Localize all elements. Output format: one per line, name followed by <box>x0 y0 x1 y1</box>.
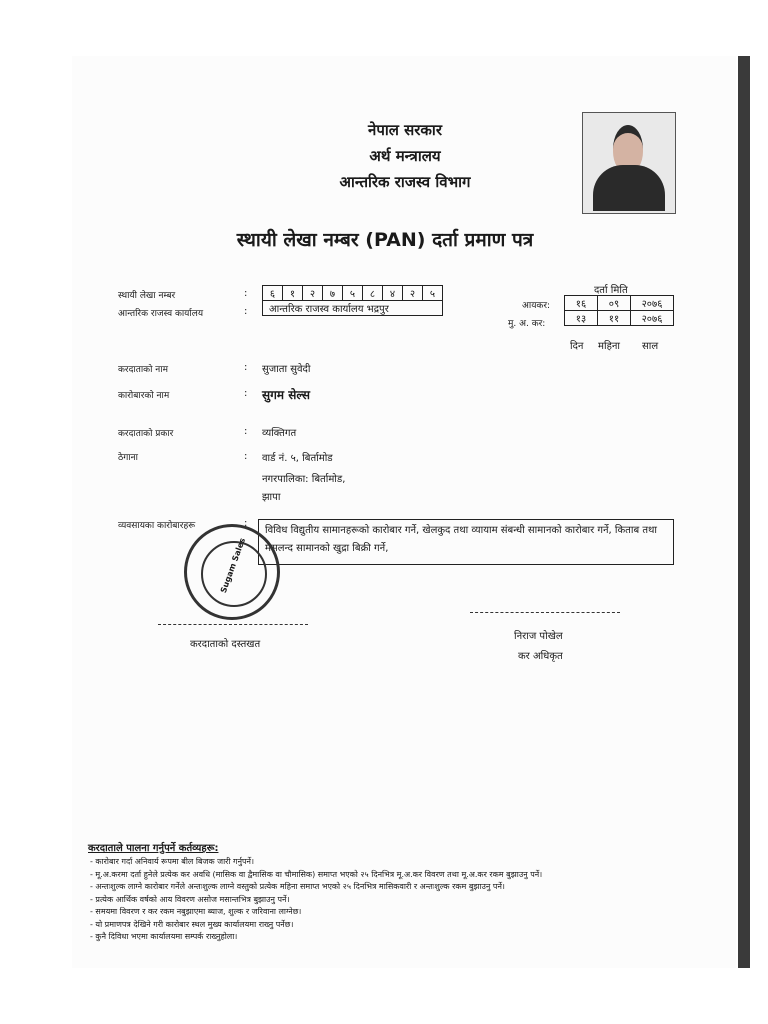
pan-number-boxes <box>262 285 443 316</box>
taxpayer-name: सुजाता सुवेदी <box>262 364 311 375</box>
duties-heading: करदाताले पालना गर्नुपर्ने कर्तव्यहरू: <box>88 843 219 854</box>
officer-title: कर अधिकृत <box>518 651 563 662</box>
vat-month: ११ <box>598 311 631 326</box>
income-tax-label: आयकर: <box>522 301 551 311</box>
colon: : <box>244 362 248 373</box>
col-label-year: साल <box>642 341 659 352</box>
pan-digit: ५ <box>343 286 363 301</box>
business-label: कारोबारको नाम <box>118 391 170 401</box>
taxpayer-label: करदाताको नाम <box>118 365 168 375</box>
colon: : <box>244 451 248 462</box>
taxpayer-signature-caption: करदाताको दस्तखत <box>190 639 261 650</box>
pan-digit: ५ <box>423 286 443 301</box>
vat-year: २०७६ <box>631 311 674 326</box>
vat-label: मु. अ. कर: <box>508 319 546 329</box>
colon: : <box>244 388 248 399</box>
address-label: ठेगाना <box>118 453 138 463</box>
duties-list <box>90 856 542 944</box>
header-department: आन्तरिक राजस्व विभाग <box>339 173 471 191</box>
pan-digit: १ <box>283 286 303 301</box>
colon: : <box>244 426 248 437</box>
duty-item: - अन्तःशुल्क लाग्ने कारोबार गर्नेले अन्तःशुल्क लाग्ने वस्तुको प्रत्येक महिना समाप्त भएको २५ दिनभित्र मासिकवारी र अन्तःशुल्क रकम बुझाउनु पर्ने। <box>90 882 505 891</box>
pan-digit: ४ <box>383 286 403 301</box>
pan-label: स्थायी लेखा नम्बर <box>118 291 176 301</box>
vat-day: १३ <box>565 311 598 326</box>
income-tax-year: २०७६ <box>631 296 674 311</box>
col-label-day: दिन <box>570 341 584 352</box>
header-govt: नेपाल सरकार <box>368 121 442 139</box>
pan-digit: ६ <box>263 286 283 301</box>
taxpayer-photo <box>582 112 676 214</box>
address-line: झापा <box>262 492 281 503</box>
pan-digit: ८ <box>363 286 383 301</box>
pan-digit: ७ <box>323 286 343 301</box>
taxpayer-type: व्यक्तिगत <box>262 428 297 439</box>
stamp-text: Sugam Sales <box>218 536 248 595</box>
duty-item: - समयमा विवरण र कर रकम नबुझाएमा ब्याज, शुल्क र जरिवाना लाग्नेछ। <box>90 907 302 916</box>
duty-item: - कुनै दिविधा भएमा कार्यालयमा सम्पर्क राख्नुहोला। <box>90 932 238 941</box>
business-name: सुगम सेल्स <box>262 388 311 402</box>
pan-digit: २ <box>403 286 423 301</box>
type-label: करदाताको प्रकार <box>118 429 174 439</box>
col-label-month: महिना <box>598 341 621 352</box>
duty-item: - यो प्रमाणपत्र देखिने गरी कारोबार स्थल मुख्य कार्यालयमा राख्नु पर्नेछ। <box>90 919 294 929</box>
duty-item: - प्रत्येक आर्थिक वर्षको आय विवरण असोज मसान्तभित्र बुझाउनु पर्ने। <box>90 894 290 904</box>
certificate-title: स्थायी लेखा नम्बर (PAN) दर्ता प्रमाण पत्र <box>236 229 534 251</box>
photo-body <box>593 165 665 211</box>
reg-date-heading: दर्ता मिति <box>594 285 628 296</box>
activity-label: व्यवसायका कारोबारहरू <box>118 521 196 531</box>
colon: : <box>244 306 248 317</box>
duty-item: - मू.अ.करमा दर्ता हुनेले प्रत्येक कर अवधि (मासिक वा द्वैमासिक वा चौमासिक) समाप्त भएको २५ दिनभित्र मू.अ.कर विवरण तथा मू.अ.कर रकम बुझाउनु पर्ने। <box>90 869 543 879</box>
officer-signature-line <box>470 612 620 613</box>
header-ministry: अर्थ मन्त्रालय <box>369 147 441 165</box>
income-tax-month: ०९ <box>598 296 631 311</box>
office-label: आन्तरिक राजस्व कार्यालय <box>118 309 204 319</box>
business-stamp <box>184 524 280 620</box>
colon: : <box>244 288 248 299</box>
scan-edge <box>738 56 750 968</box>
address-line: वार्ड नं. ५, बिर्तामोड <box>262 453 333 464</box>
address-line: नगरपालिका: बिर्तामोड, <box>262 474 346 485</box>
colon: : <box>244 518 248 529</box>
office-value: आन्तरिक राजस्व कार्यालय भद्रपुर <box>263 301 443 316</box>
officer-name: निराज पोखेल <box>514 631 563 642</box>
business-activities-box: विविध विद्युतीय सामानहरूको कारोबार गर्ने, खेलकुद तथा व्यायाम संबन्धी सामानको कारोबार गर्ने, किताब तथा मसलन्द सामानको खुद्रा बिक्री गर्ने, <box>258 519 674 565</box>
income-tax-day: १६ <box>565 296 598 311</box>
pan-digit: २ <box>303 286 323 301</box>
taxpayer-signature-line <box>158 624 308 625</box>
reg-date-table <box>564 295 674 326</box>
duty-item: - कारोबार गर्दा अनिवार्य रूपमा बील बिजक जारी गर्नुपर्ने। <box>90 857 255 866</box>
